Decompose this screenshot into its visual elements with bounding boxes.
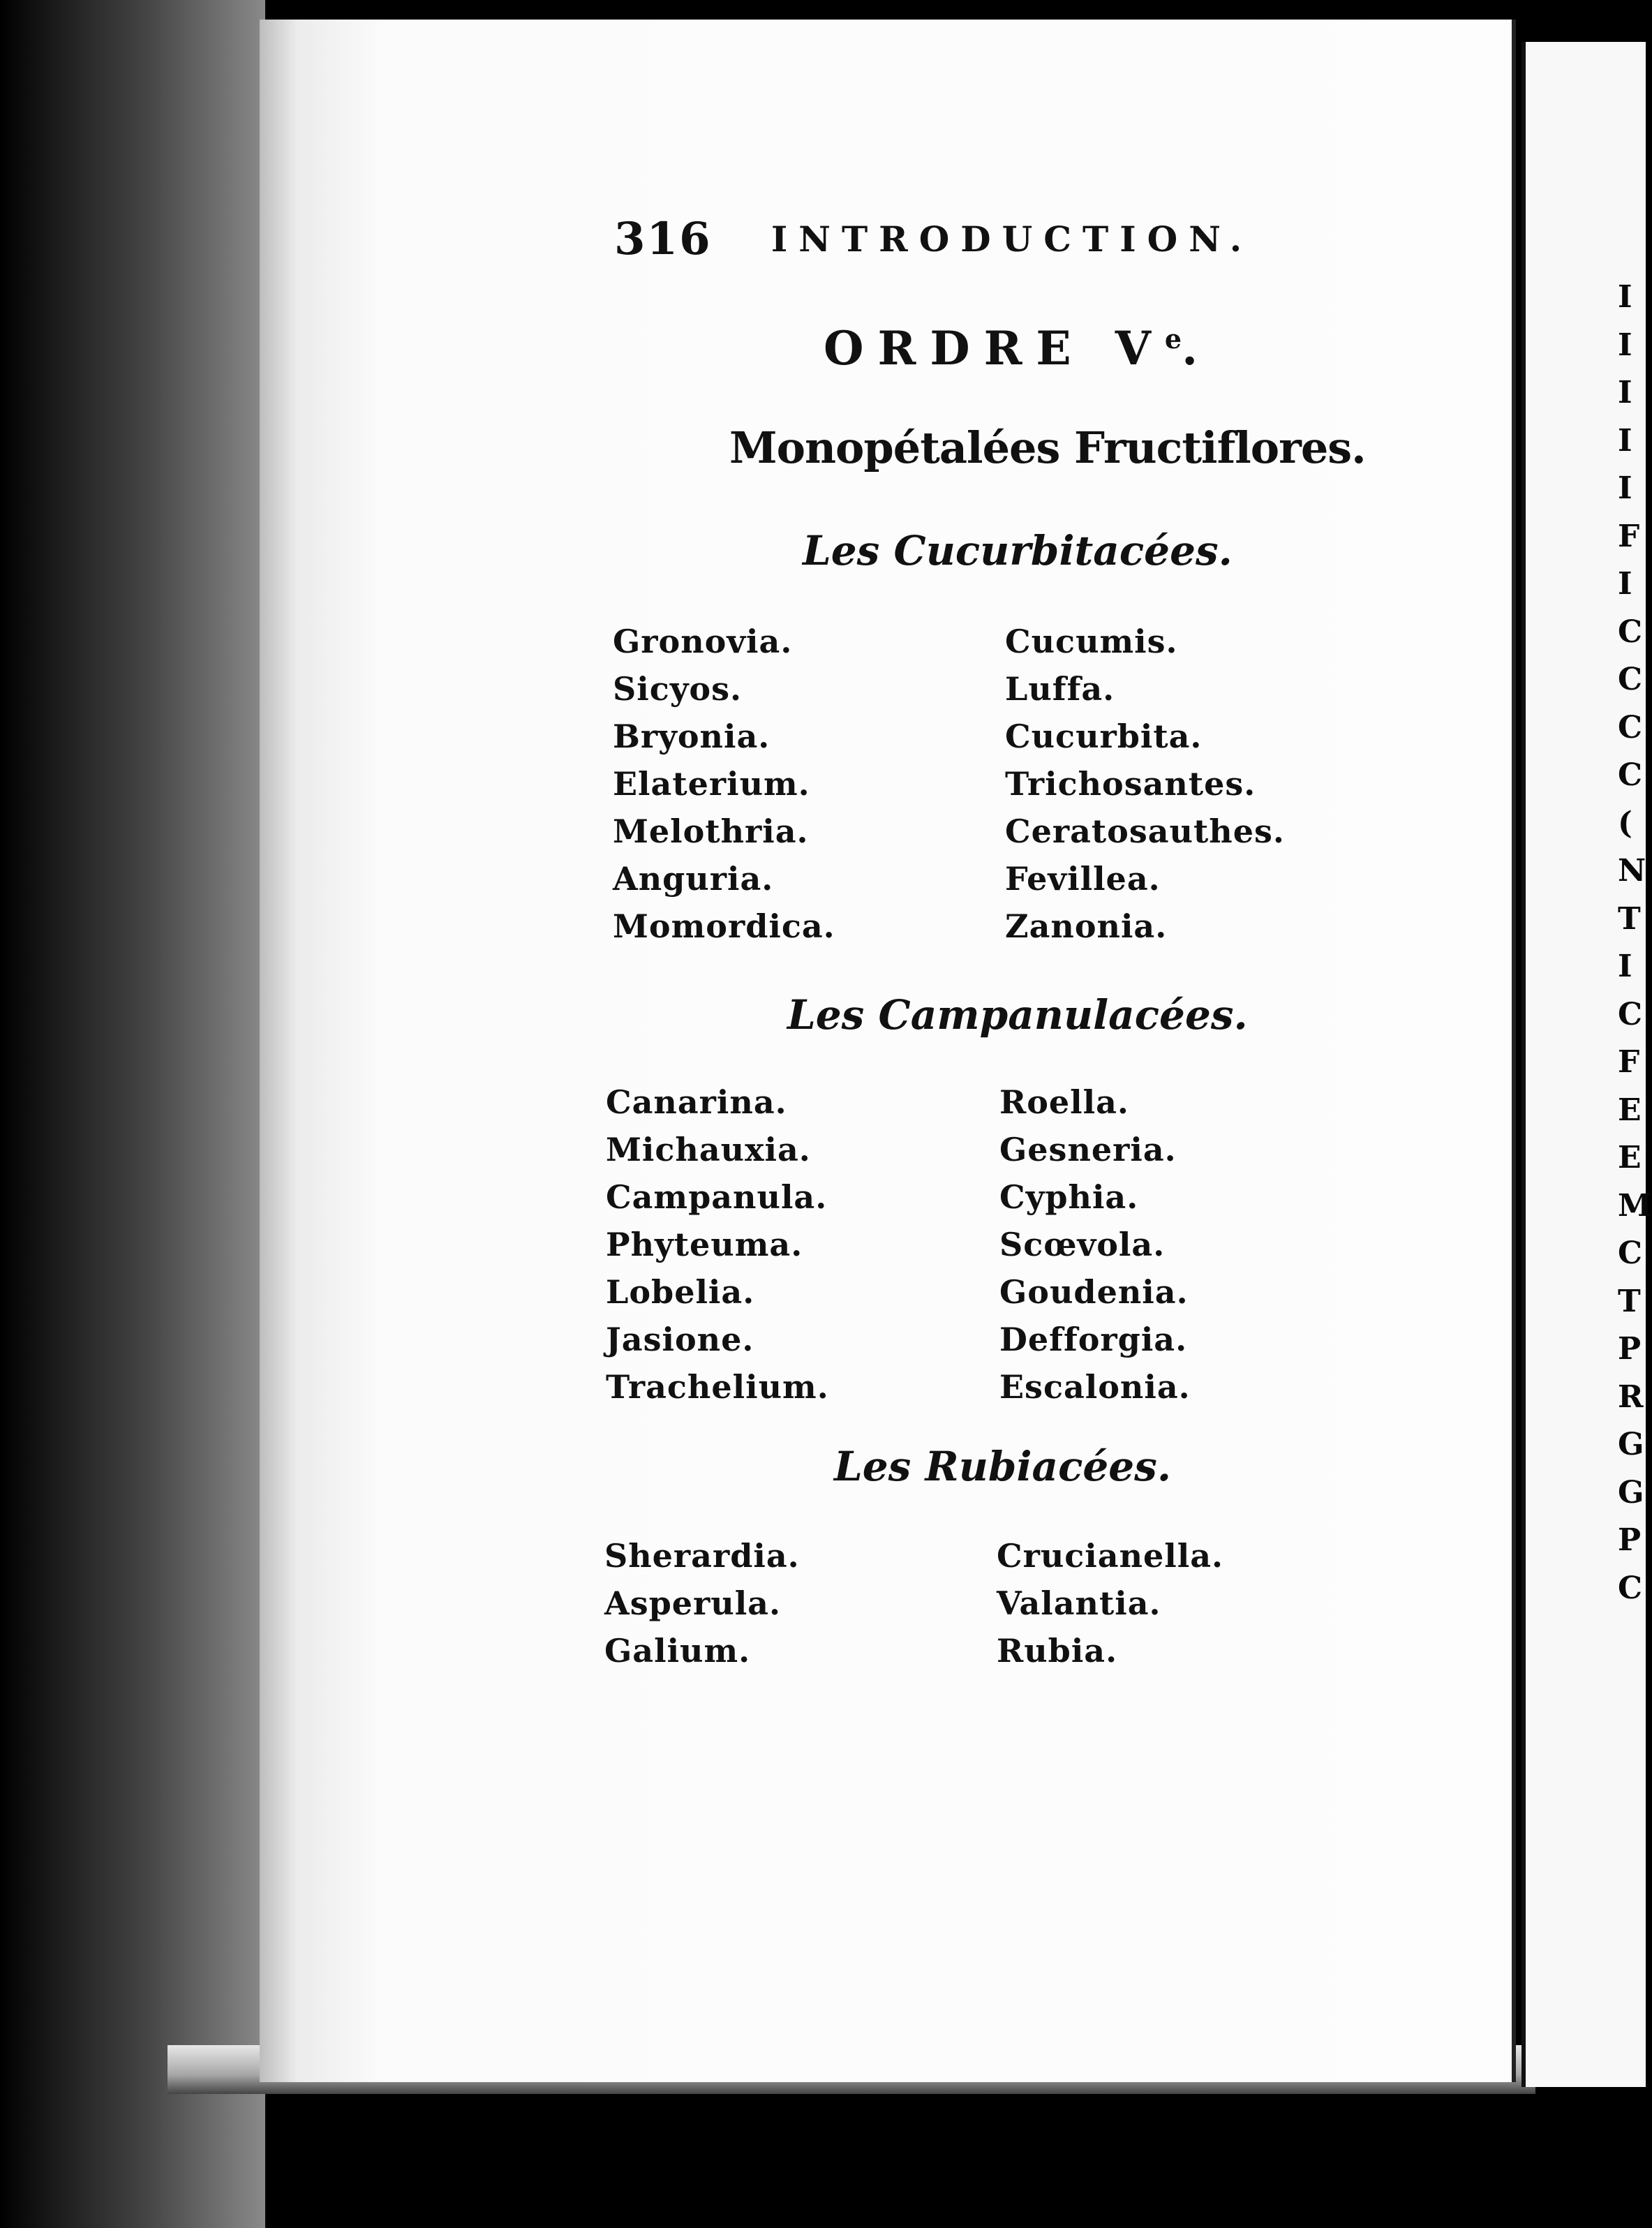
bleed-through-text (1319, 632, 1328, 678)
facing-page-letter: C (1618, 757, 1643, 793)
genus-column-right (997, 1532, 1223, 1674)
order-title-period: . (1182, 321, 1212, 376)
facing-page-letter: T (1618, 900, 1641, 937)
genus-name: Cucurbita. (1005, 718, 1203, 755)
genus-name: Canarina. (606, 1083, 787, 1121)
genus-name: Lobelia. (606, 1273, 755, 1311)
facing-page-letter: E (1618, 1140, 1642, 1175)
facing-page-letter: E (1618, 1092, 1642, 1128)
genus-name: Valantia. (997, 1584, 1161, 1622)
genus-name: Zanonia. (1005, 907, 1168, 945)
genus-name: Goudenia. (999, 1273, 1189, 1311)
facing-page-letter: C (1618, 709, 1643, 745)
genus-name: Gesneria. (999, 1131, 1177, 1168)
facing-page-letter: C (1618, 662, 1643, 697)
facing-page-letter: I (1618, 949, 1632, 984)
genus-column-left (604, 1532, 800, 1674)
genus-name: Crucianella. (997, 1537, 1224, 1575)
genus-name: Michauxia. (606, 1131, 811, 1168)
genus-name: Campanula. (606, 1178, 828, 1216)
genus-column-right (1005, 618, 1285, 950)
facing-page-letter: N (1618, 853, 1646, 889)
facing-page-letter: I (1618, 566, 1632, 602)
genus-name: Jasione. (606, 1321, 754, 1358)
genus-name: Trichosantes. (1005, 765, 1256, 803)
facing-page-letter: C (1618, 996, 1643, 1032)
order-title-text: ORDRE V (824, 321, 1165, 376)
facing-page-letter: R (1618, 1379, 1644, 1415)
genus-name: Fevillea. (1005, 860, 1161, 898)
facing-page-letter: ( (1618, 805, 1632, 841)
order-title-superscript: e (1164, 323, 1182, 355)
genus-name: Galium. (604, 1632, 751, 1670)
genus-name: Luffa. (1005, 670, 1115, 708)
genus-name: Cyphia. (999, 1178, 1139, 1216)
genus-name: Cucumis. (1005, 623, 1178, 660)
genus-name: Ceratosauthes. (1005, 812, 1285, 850)
genus-name: Gronovia. (613, 623, 793, 660)
genus-name: Escalonia. (999, 1368, 1191, 1406)
genus-name: Sherardia. (604, 1537, 800, 1575)
genus-name: Asperula. (604, 1584, 781, 1622)
facing-page-letter: I (1618, 279, 1632, 315)
facing-page-letter: C (1618, 1235, 1643, 1271)
facing-page-letter: C (1618, 1570, 1643, 1606)
genus-name: Trachelium. (606, 1368, 829, 1406)
family-heading: Les Campanulacées. (787, 991, 1248, 1039)
family-heading: Les Cucurbitacées. (803, 527, 1233, 574)
genus-name: Momordica. (613, 907, 835, 945)
genus-name: Melothria. (613, 812, 809, 850)
facing-page-letter: G (1618, 1474, 1644, 1510)
page-header (614, 213, 1253, 265)
genus-column-left (606, 1078, 829, 1411)
genus-name: Rubia. (997, 1632, 1118, 1670)
facing-page-letter: T (1618, 1283, 1641, 1319)
genus-column-left (613, 618, 835, 950)
order-subtitle: Monopétalées Fructiflores. (729, 422, 1366, 473)
running-head: INTRODUCTION. (771, 218, 1253, 260)
facing-page-letter: P (1618, 1522, 1642, 1558)
genus-name: Phyteuma. (606, 1226, 803, 1263)
facing-page-letter: F (1618, 518, 1640, 554)
facing-page-letter: C (1618, 614, 1643, 650)
genus-name: Roella. (999, 1083, 1129, 1121)
page-number: 316 (614, 213, 712, 265)
facing-page-letter: M (1618, 1187, 1652, 1224)
facing-page-letter: G (1618, 1427, 1644, 1462)
facing-page-letter: I (1618, 327, 1632, 363)
genus-name: Bryonia. (613, 718, 771, 755)
book-spine (0, 0, 265, 2228)
facing-page-letter: I (1618, 422, 1632, 459)
genus-name: Scœvola. (999, 1226, 1166, 1263)
facing-page-letter: I (1618, 470, 1632, 506)
family-heading: Les Rubiacées. (834, 1443, 1172, 1490)
genus-column-right (999, 1078, 1191, 1411)
order-title (824, 321, 1212, 376)
facing-page-letter: I (1618, 375, 1632, 410)
genus-name: Defforgia. (999, 1321, 1188, 1358)
genus-name: Sicyos. (613, 670, 743, 708)
genus-name: Elaterium. (613, 765, 810, 803)
genus-name: Anguria. (613, 860, 774, 898)
facing-page-letter: P (1618, 1331, 1642, 1367)
facing-page-letter: F (1618, 1044, 1640, 1080)
